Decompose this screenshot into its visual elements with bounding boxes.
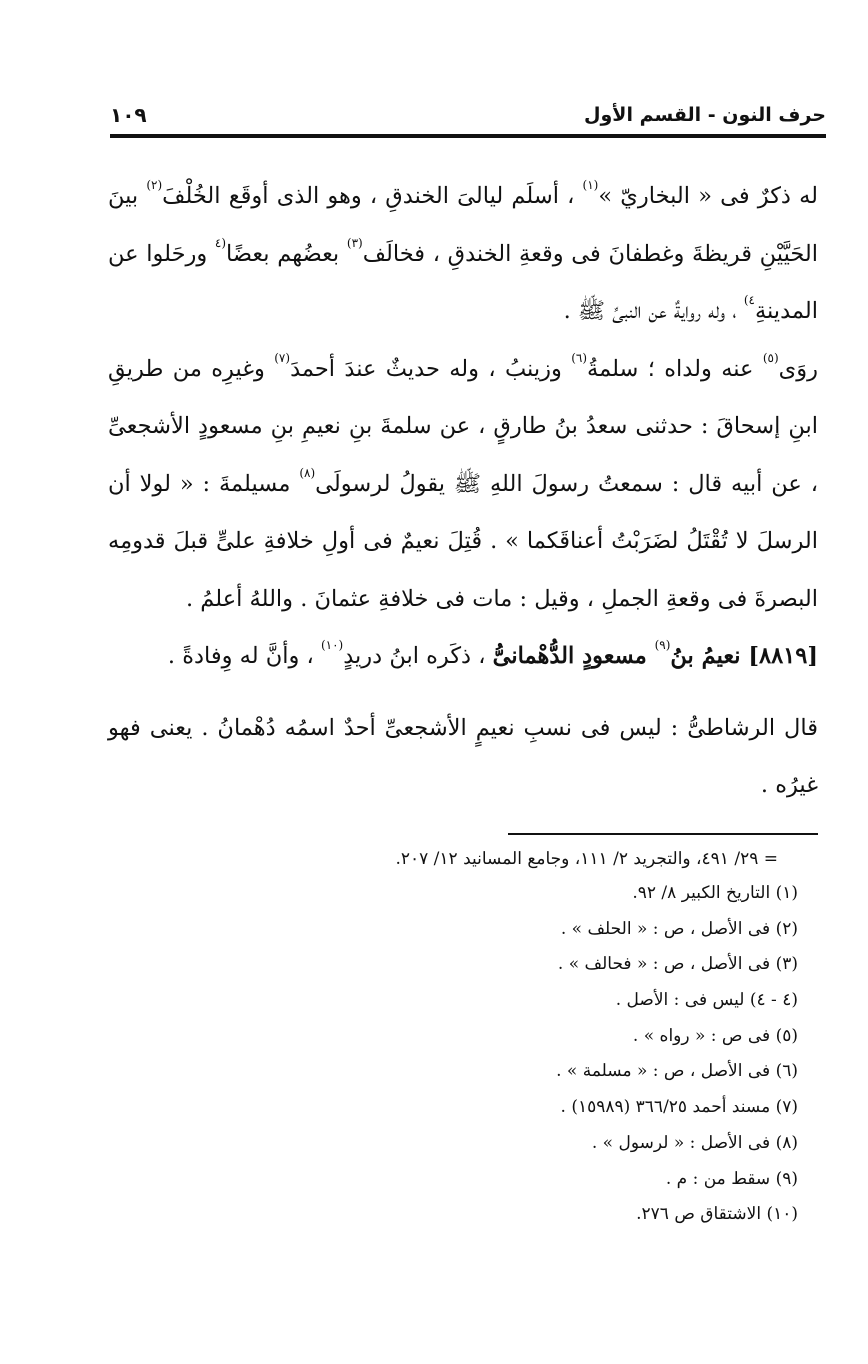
text-run: ورحَلوا عن المدينةِ (108, 240, 818, 324)
footnote-ref: (٥) (762, 350, 779, 365)
running-header (110, 96, 826, 138)
text-run: وزينبُ ، وله حديثٌ عندَ أحمدَ (290, 355, 572, 382)
footnote: (١) التاريخ الكبير ٨/ ٩٢. (632, 883, 798, 903)
footnote-continuation: = ٢٩/ ٤٩١، والتجريد ٢/ ١١١، وجامع المسانيد ١٢/ ٢٠٧. (395, 849, 778, 869)
footnote-ref: (٣) (346, 235, 363, 250)
text-run: له ذكرٌ فى « البخاريّ » (598, 183, 818, 209)
paragraph-1 (108, 168, 818, 341)
text-run: بعضُهم بعضًا (226, 240, 347, 267)
footnote-ref: (٨) (299, 465, 316, 480)
footnote-ref: (٦) (571, 350, 588, 365)
main-text (108, 168, 818, 815)
paragraph-4 (108, 700, 818, 815)
footnote-ref: ٤) (743, 293, 755, 307)
text-run: روَى (778, 355, 819, 382)
text-run: ، وله روايةٌ عن النبىِّ ﷺ . (563, 298, 744, 324)
entry-name: نعيمُ بنُ (670, 643, 749, 669)
text-run: ، ذكَره ابنُ دريدٍ (343, 643, 493, 669)
footnote-ref: (١٠) (320, 638, 344, 652)
entry-8819 (108, 628, 818, 686)
footnote: (٤ - ٤) ليس فى : الأصل . (615, 990, 798, 1011)
footnote-ref: (٩) (654, 638, 671, 652)
text-run: بينَ الحَيَّيْنِ قريظةَ وغطفانَ فى وقعةِ الخندقِ ، فخالَف (108, 183, 819, 267)
footnotes-list (556, 882, 798, 1239)
footnote-ref: (٧) (274, 350, 291, 365)
text-run: قال الرشاطىُّ : ليس فى نسبِ نعيمٍ الأشجعىِّ أحدٌ اسمُه دُهْمانُ . يعنى فهو غيرُه . (108, 714, 818, 798)
text-run: عنه ولداه ؛ سلمةُ (587, 355, 763, 382)
footnote-separator (508, 833, 818, 835)
footnote: (٣) فى الأصل ، ص : « فحالف » . (557, 954, 798, 975)
footnote-ref: (١) (582, 178, 599, 192)
text-run: ، أسلَم ليالىَ الخندقِ ، وهو الذى أوقَع الخُلْفَ (162, 183, 583, 209)
footnote: (١٠) الاشتقاق ص ٢٧٦. (636, 1204, 798, 1225)
footnote: (٧) مسند أحمد ٣٦٦/٢٥ (١٥٩٨٩) . (560, 1097, 798, 1118)
paragraph-2 (108, 341, 818, 629)
entry-name: مسعودٍ الدُّهْمانىُّ (492, 643, 655, 669)
footnote: (٦) فى الأصل ، ص : « مسلمة » . (556, 1061, 798, 1082)
text-run: وغيرِه من طريقِ ابنِ إسحاقَ : حدثنى سعدُ بنُ طارقٍ ، عن سلمةَ بنِ نعيمِ بنِ مسعودٍ الأشجعىِّ ، عن أبيه قال : سمعتُ رسولَ اللهِ ﷺ يقولُ لرسولَى (108, 355, 818, 497)
text-run: مسيلمةَ : « لولا أن الرسلَ لا تُقْتَلُ لضَرَبْتُ أعناقَكما » . قُتِلَ نعيمٌ فى أولِ خلافةِ علىٍّ قبلَ قدومِه البصرةَ فى وقعةِ الجملِ ، وقيل : مات فى خلافةِ عثمانَ . واللهُ أعلمُ . (108, 470, 818, 612)
footnote: (٨) فى الأصل : « لرسول » . (591, 1132, 798, 1153)
header-title: حرف النون - القسم الأول (584, 104, 826, 126)
entry-number: [٨٨١٩] (748, 643, 818, 669)
footnote: (٥) فى ص : « رواه » . (632, 1025, 798, 1046)
page-number: ١٠٩ (110, 103, 147, 127)
footnote: (٢) فى الأصل ، ص : « الحلف » . (560, 918, 798, 939)
text-run: ، وأنَّ له وِفادةً . (167, 643, 321, 669)
footnote: (٩) سقط من : م . (665, 1168, 798, 1189)
footnote-ref: (٢) (146, 178, 163, 192)
footnote-ref: (٤ (214, 235, 227, 250)
